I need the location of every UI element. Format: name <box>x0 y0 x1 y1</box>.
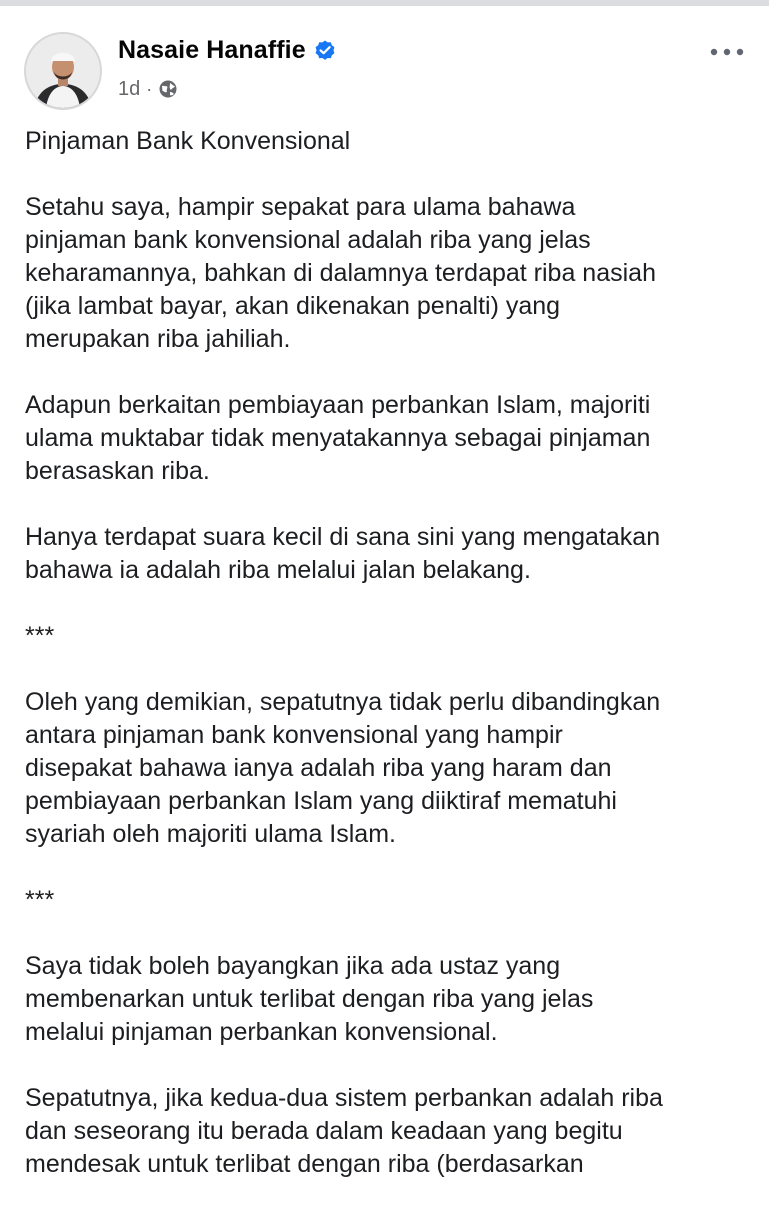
post-paragraph <box>25 1082 755 1181</box>
post-text-line: (jika lambat bayar, akan dikenakan penalti) yang <box>25 292 561 320</box>
post-text-line: keharamannya, bahkan di dalamnya terdapat riba nasiah <box>25 259 656 287</box>
globe-icon <box>158 79 178 99</box>
post-text-line: *** <box>25 622 55 650</box>
post-paragraph <box>25 686 755 851</box>
avatar-image <box>26 34 100 108</box>
more-options-button[interactable] <box>707 40 747 64</box>
author-name[interactable]: Nasaie Hanaffie <box>118 35 306 64</box>
post-paragraph <box>25 620 755 653</box>
post-text-line: Adapun berkaitan pembiayaan perbankan Islam, majoriti <box>25 391 651 419</box>
post-paragraph <box>25 191 755 356</box>
verified-badge-icon <box>313 38 337 62</box>
post-paragraph <box>25 125 755 158</box>
post-text-line: syariah oleh majoriti ulama Islam. <box>25 820 396 848</box>
post-paragraph <box>25 950 755 1049</box>
post-text-line: merupakan riba jahiliah. <box>25 325 291 353</box>
post-text-line: berasaskan riba. <box>25 457 210 485</box>
post-text-line: antara pinjaman bank konvensional yang hampir <box>25 721 563 749</box>
post-text-line: Pinjaman Bank Konvensional <box>25 127 351 155</box>
post-text-line: Sepatutnya, jika kedua-dua sistem perbankan adalah riba <box>25 1084 663 1112</box>
post-text-line: pembiayaan perbankan Islam yang diiktiraf mematuhi <box>25 787 617 815</box>
post-text-line: membenarkan untuk terlibat dengan riba yang jelas <box>25 985 594 1013</box>
post-body <box>25 125 755 1214</box>
post-meta <box>118 76 178 102</box>
post-text-line: pinjaman bank konvensional adalah riba yang jelas <box>25 226 591 254</box>
post-text-line: melalui pinjaman perbankan konvensional. <box>25 1018 498 1046</box>
post-paragraph <box>25 389 755 488</box>
post-text-line: Saya tidak boleh bayangkan jika ada ustaz yang <box>25 952 561 980</box>
post-text-line: Setahu saya, hampir sepakat para ulama bahawa <box>25 193 576 221</box>
avatar[interactable] <box>24 32 102 110</box>
meta-separator: · <box>146 78 153 99</box>
more-horizontal-icon <box>710 48 744 56</box>
author-row <box>118 34 337 66</box>
post-text-line: Hanya terdapat suara kecil di sana sini yang mengatakan <box>25 523 661 551</box>
post-paragraph <box>25 521 755 587</box>
post-text-line: *** <box>25 886 55 914</box>
post-text-line: disepakat bahawa ianya adalah riba yang haram dan <box>25 754 612 782</box>
post-header <box>0 6 769 116</box>
post-text-line: ulama muktabar tidak menyatakannya sebagai pinjaman <box>25 424 651 452</box>
post-text-line: dan seseorang itu berada dalam keadaan yang begitu <box>25 1117 623 1145</box>
post-text-line: bahawa ia adalah riba melalui jalan belakang. <box>25 556 531 584</box>
post-timestamp[interactable]: 1d <box>118 77 141 100</box>
post-text-line: mendesak untuk terlibat dengan riba (berdasarkan <box>25 1150 584 1178</box>
post-text-line: Oleh yang demikian, sepatutnya tidak perlu dibandingkan <box>25 688 661 716</box>
post-paragraph <box>25 884 755 917</box>
